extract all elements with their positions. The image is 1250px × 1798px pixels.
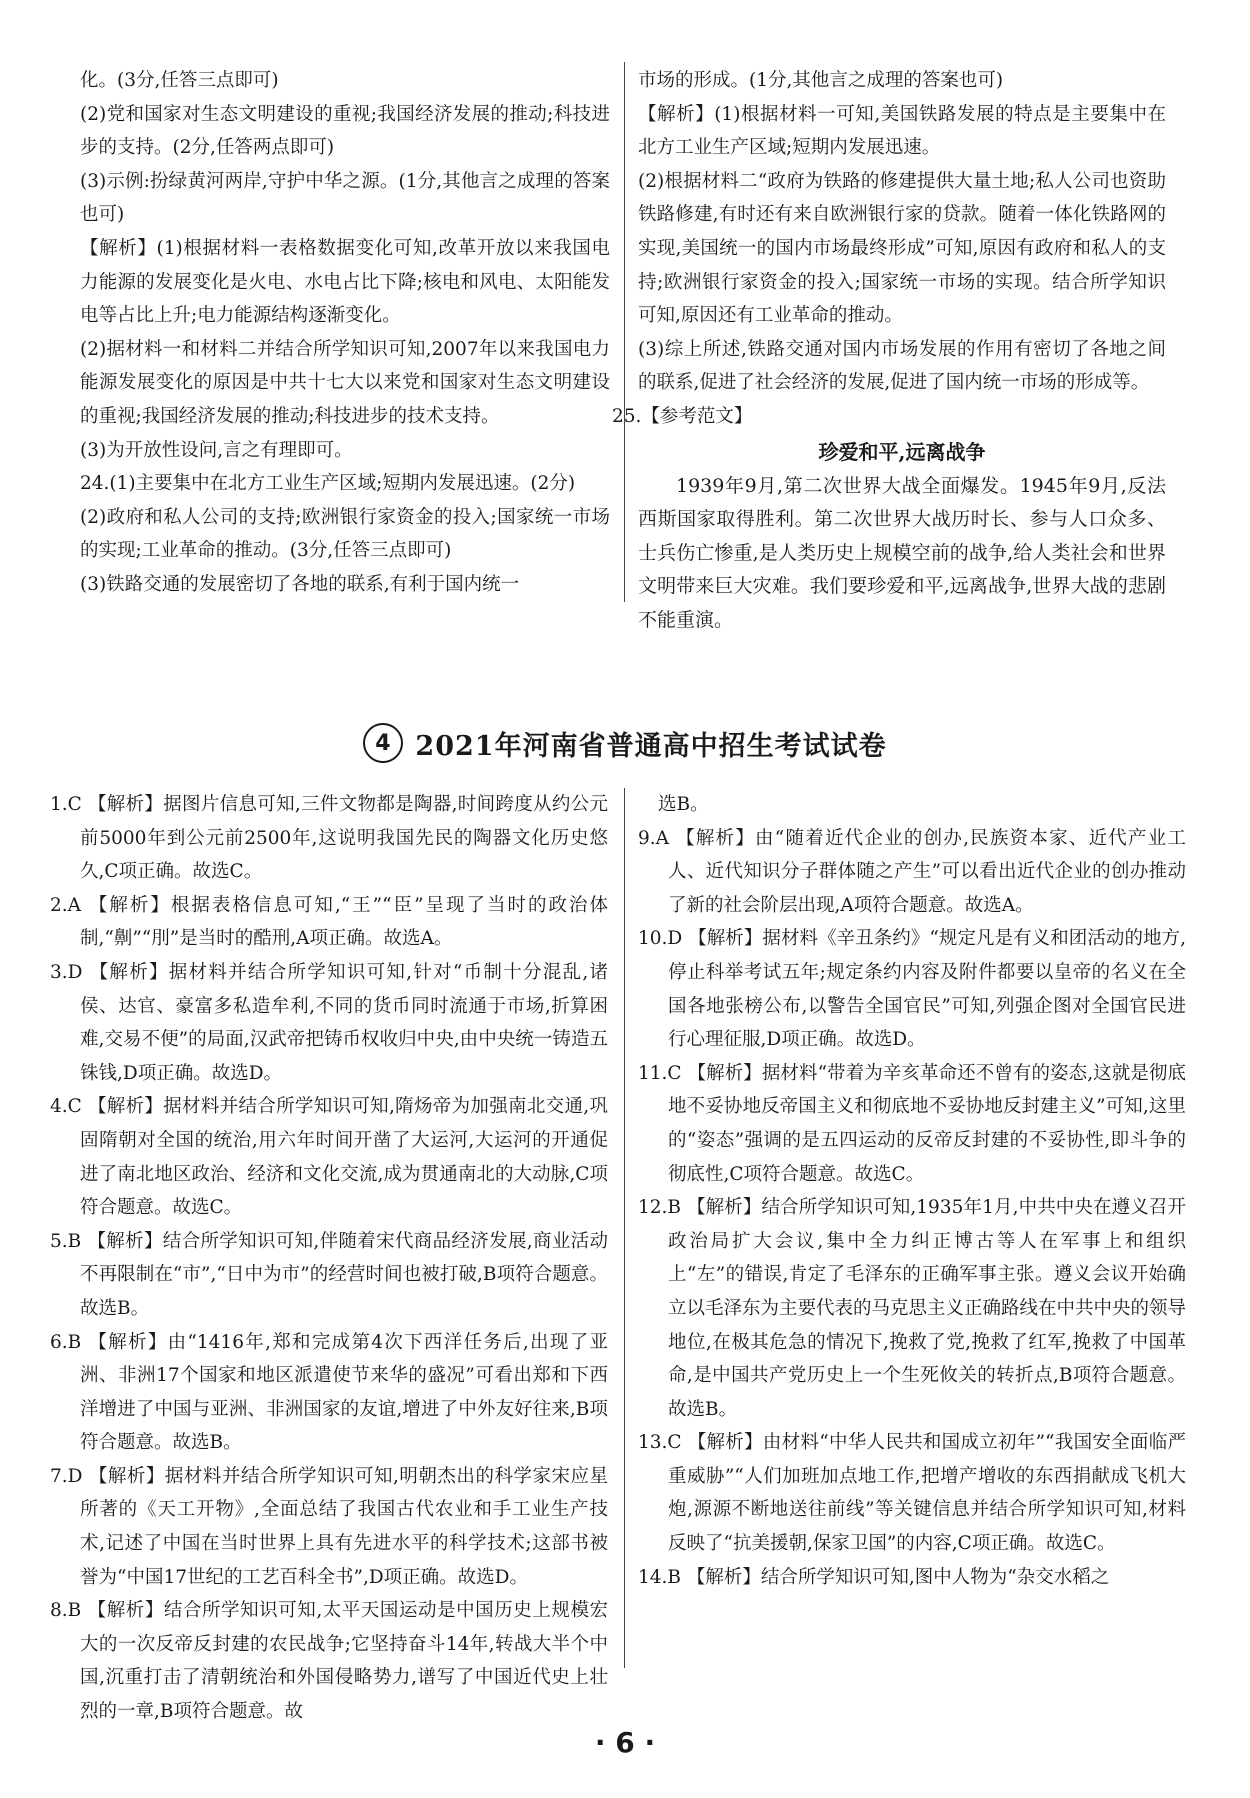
top-left-column <box>80 64 610 602</box>
answer-paragraph: (3)示例:扮绿黄河两岸,守护中华之源。(1分,其他言之成理的答案也可) <box>80 170 610 226</box>
answer-item: 6.B 【解析】由“1416年,郑和完成第4次下西洋任务后,出现了亚洲、非洲17个国家和地区派遣使节来华的盛况”可看出郑和下西洋增进了中国与亚洲、非洲国家的友谊,增进了中外友好往来,B项符合题意。故选B。 <box>50 1331 608 1454</box>
bottom-left-column <box>50 788 608 1729</box>
essay-body: 1939年9月,第二次世界大战全面爆发。1945年9月,反法西斯国家取得胜利。第二次世界大战历时长、参与人口众多、士兵伤亡惨重,是人类历史上规模空前的战争,给人类社会和世界文明带来巨大灾难。我们要珍爱和平,远离战争,世界大战的悲剧不能重演。 <box>638 474 1166 631</box>
question-24-answer: 24.(1)主要集中在北方工业生产区域;短期内发展迅速。(2分) <box>80 473 576 495</box>
section-title: 2021年河南省普通高中招生考试试卷 <box>415 730 887 762</box>
question-25-label: 25.【参考范文】 <box>612 405 753 427</box>
column-divider-top <box>624 62 625 602</box>
answer-item: 7.D 【解析】据材料并结合所学知识可知,明朝杰出的科学家宋应星所著的《天工开物》,全面总结了我国古代农业和手工业生产技术,记述了中国在当时世界上具有先进水平的科学技术;这部书被誉为“中国17世纪的工艺百科全书”,D项正确。故选D。 <box>50 1465 608 1588</box>
analysis-paragraph: (3)为开放性设问,言之有理即可。 <box>80 439 353 461</box>
answer-item: 12.B 【解析】结合所学知识可知,1935年1月,中共中央在遵义召开政治局扩大会议,集中全力纠正博古等人在军事上和组织上“左”的错误,肯定了毛泽东的正确军事主张。遵义会议开始确立以毛泽东为主要代表的马克思主义正确路线在中共中央的领导地位,在极其危急的情况下,挽救了党,挽救了红军,挽救了中国革命,是中国共产党历史上一个生死攸关的转折点,B项符合题意。故选B。 <box>638 1197 1187 1420</box>
analysis-paragraph: 【解析】(1)根据材料一表格数据变化可知,改革开放以来我国电力能源的发展变化是火电、水电占比下降;核电和风电、太阳能发电等占比上升;电力能源结构逐渐变化。 <box>80 237 610 327</box>
answer-item: 9.A 【解析】由“随着近代企业的创办,民族资本家、近代产业工人、近代知识分子群体随之产生”可以看出近代企业的创办推动了新的社会阶层出现,A项符合题意。故选A。 <box>638 827 1186 916</box>
answer-item: 1.C 【解析】据图片信息可知,三件文物都是陶器,时间跨度从约公元前5000年到公元前2500年,这说明我国先民的陶器文化历史悠久,C项正确。故选C。 <box>50 794 608 883</box>
page-number: · 6 · <box>594 1726 656 1759</box>
analysis-paragraph: (2)据材料一和材料二并结合所学知识可知,2007年以来我国电力能源发展变化的原因是中共十七大以来党和国家对生态文明建设的重视;我国经济发展的推动;科技进步的技术支持。 <box>80 338 610 427</box>
answer-item: 10.D 【解析】据材料《辛丑条约》“规定凡是有义和团活动的地方,停止科举考试五年;规定条约内容及附件都要以皇帝的名义在全国各地张榜公布,以警告全国官民”可知,列强企图对全国官民进行心理征服,D项正确。故选D。 <box>638 928 1186 1051</box>
answer-item: 8.B 【解析】结合所学知识可知,太平天国运动是中国历史上规模宏大的一次反帝反封建的农民战争;它坚持奋斗14年,转战大半个中国,沉重打击了清朝统治和外国侵略势力,谱写了中国近代史上壮烈的一章,B项符合题意。故 <box>50 1600 608 1723</box>
answer-item: 选B。 <box>658 794 709 815</box>
essay-title: 珍爱和平,远离战争 <box>818 439 986 464</box>
answer-paragraph: 化。(3分,任答三点即可) <box>80 70 279 91</box>
analysis-paragraph: (2)根据材料二“政府为铁路的修建提供大量土地;私人公司也资助铁路修建,有时还有来自欧洲银行家的贷款。随着一体化铁路网的实现,美国统一的国内市场最终形成”可知,原因有政府和私人的支持;欧洲银行家资金的投入;国家统一市场的实现。结合所学知识可知,原因还有工业革命的推动。 <box>638 170 1166 327</box>
answer-item: 14.B 【解析】结合所学知识可知,图中人物为“杂交水稻之 <box>638 1566 1110 1588</box>
section-heading <box>0 718 1250 768</box>
answer-item: 11.C 【解析】据材料“带着为辛亥革命还不曾有的姿态,这就是彻底地不妥协地反帝国主义和彻底地不妥协地反封建主义”可知,这里的“姿态”强调的是五四运动的反帝反封建的不妥协性,即斗争的彻底性,C项符合题意。故选C。 <box>638 1062 1186 1185</box>
section-number-badge: 4 <box>363 723 403 763</box>
answer-paragraph: 市场的形成。(1分,其他言之成理的答案也可) <box>638 70 1004 91</box>
answer-item: 4.C 【解析】据材料并结合所学知识可知,隋炀帝为加强南北交通,巩固隋朝对全国的统治,用六年时间开凿了大运河,大运河的开通促进了南北地区政治、经济和文化交流,成为贯通南北的大动脉,C项符合题意。故选C。 <box>50 1096 608 1219</box>
answer-item: 3.D 【解析】据材料并结合所学知识可知,针对“币制十分混乱,诸侯、达官、豪富多私造牟利,不同的货币同时流通于市场,折算困难,交易不便”的局面,汉武帝把铸币权收归中央,由中央统一铸造五铢钱,D项正确。故选D。 <box>50 961 608 1084</box>
analysis-paragraph: 【解析】(1)根据材料一可知,美国铁路发展的特点是主要集中在北方工业生产区域;短期内发展迅速。 <box>638 103 1166 159</box>
top-right-column <box>612 64 1166 638</box>
bottom-right-column <box>638 788 1186 1594</box>
analysis-paragraph: (3)综上所述,铁路交通对国内市场发展的作用有密切了各地之间的联系,促进了社会经济的发展,促进了国内统一市场的形成等。 <box>638 338 1166 394</box>
answer-paragraph: (2)党和国家对生态文明建设的重视;我国经济发展的推动;科技进步的支持。(2分,任答两点即可) <box>80 103 610 159</box>
answer-paragraph: (3)铁路交通的发展密切了各地的联系,有利于国内统一 <box>80 573 520 595</box>
answer-item: 5.B 【解析】结合所学知识可知,伴随着宋代商品经济发展,商业活动不再限制在“市”,“日中为市”的经营时间也被打破,B项符合题意。故选B。 <box>50 1230 608 1319</box>
column-divider-bottom <box>624 788 625 1668</box>
answer-item: 13.C 【解析】由材料“中华人民共和国成立初年”“我国安全面临严重威胁”“人们加班加点地工作,把增产增收的东西捐献成飞机大炮,源源不断地送往前线”等关键信息并结合所学知识可知,材料反映了“抗美援朝,保家卫国”的内容,C项正确。故选C。 <box>638 1432 1186 1555</box>
answer-paragraph: (2)政府和私人公司的支持;欧洲银行家资金的投入;国家统一市场的实现;工业革命的推动。(3分,任答三点即可) <box>80 506 610 562</box>
answer-item: 2.A 【解析】根据表格信息可知,“王”“臣”呈现了当时的政治体制,“劓”“刖”是当时的酷刑,A项正确。故选A。 <box>50 894 608 950</box>
